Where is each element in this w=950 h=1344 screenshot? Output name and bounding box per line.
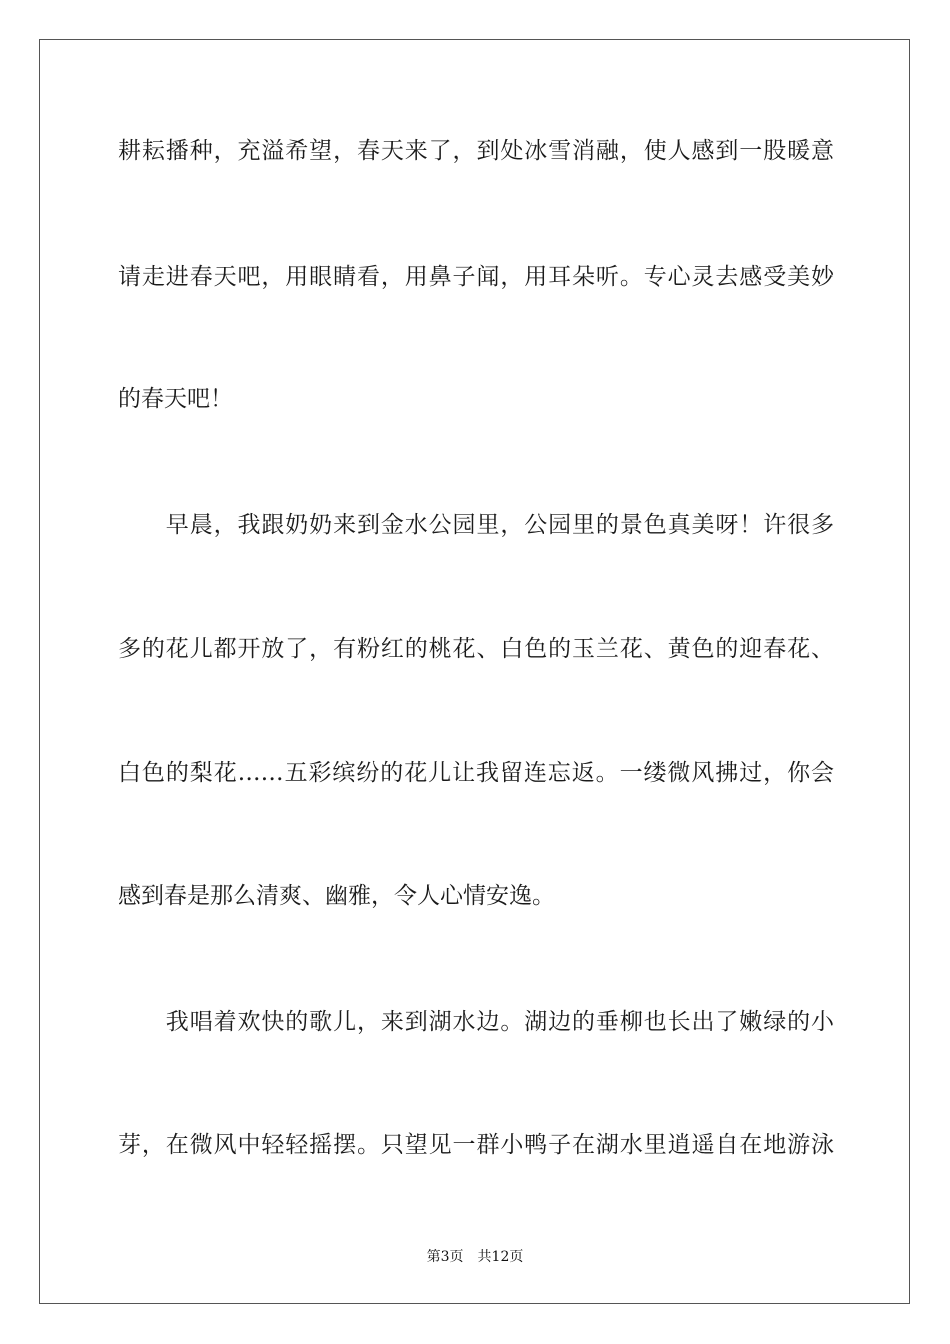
text-line: 耕耘播种，充溢希望，春天来了，到处冰雪消融，使人感到一股暖意: [118, 138, 834, 164]
text-line: 白色的梨花……五彩缤纷的花儿让我留连忘返。一缕微风拂过，你会: [118, 760, 834, 786]
page-border: [39, 39, 910, 1304]
text-line: 我唱着欢快的歌儿，来到湖水边。湖边的垂柳也长出了嫩绿的小: [118, 1009, 834, 1035]
text-line: 芽，在微风中轻轻摇摆。只望见一群小鸭子在湖水里逍遥自在地游泳: [118, 1132, 834, 1158]
page-footer: [0, 1247, 950, 1267]
page-number: 第3页: [426, 1249, 464, 1265]
text-line: 多的花儿都开放了，有粉红的桃花、白色的玉兰花、黄色的迎春花、: [118, 636, 834, 662]
text-line: 感到春是那么清爽、幽雅，令人心情安逸。: [118, 883, 555, 909]
page-total: 共12页: [477, 1249, 524, 1265]
text-line: 请走进春天吧，用眼睛看，用鼻子闻，用耳朵听。专心灵去感受美妙: [118, 264, 834, 290]
text-line: 早晨，我跟奶奶来到金水公园里，公园里的景色真美呀！许很多: [118, 512, 834, 538]
text-line: 的春天吧！: [118, 386, 233, 412]
